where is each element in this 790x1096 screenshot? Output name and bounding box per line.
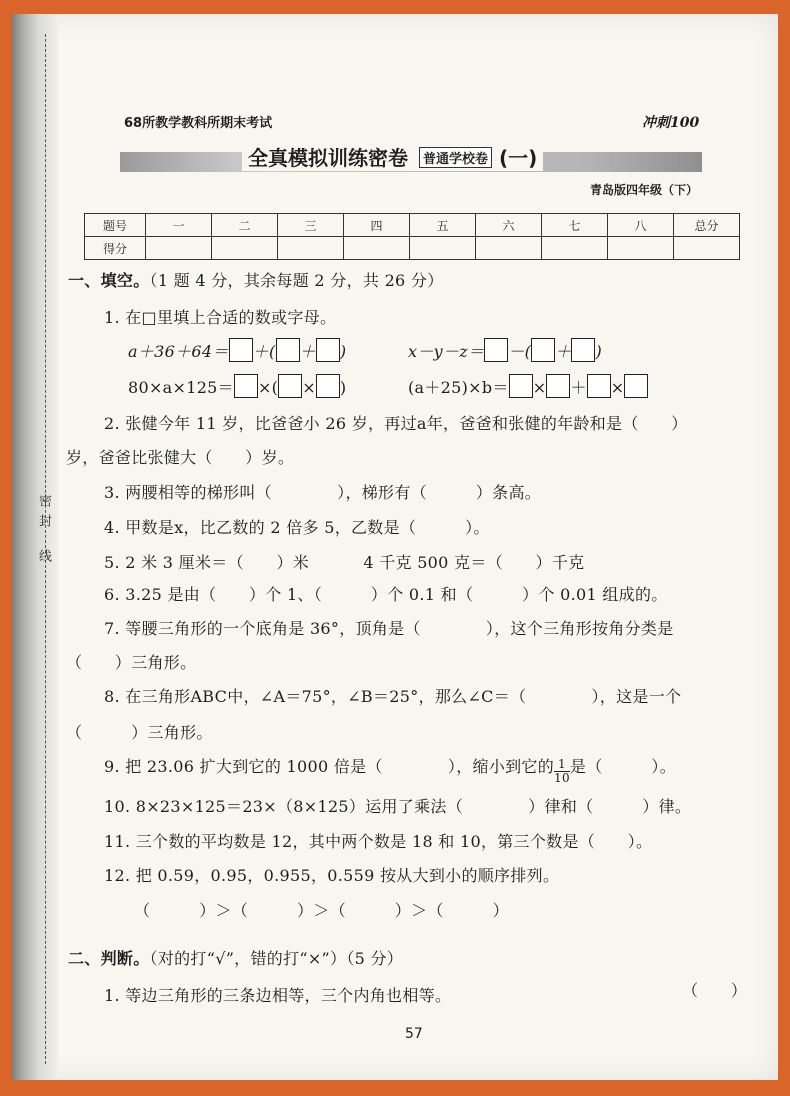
score-table-score-row <box>85 237 740 260</box>
q1-expr-text: (a＋25)×b＝ <box>408 378 509 397</box>
answer-box[interactable] <box>276 338 300 362</box>
question-9 <box>104 754 676 785</box>
answer-box[interactable] <box>484 338 508 362</box>
exam-page <box>12 14 778 1080</box>
q9-text-end: 是（ ）。 <box>569 757 677 776</box>
answer-box[interactable] <box>316 338 340 362</box>
answer-box[interactable] <box>316 374 340 398</box>
question-10: 10. 8×23×125＝23×（8×125）运用了乘法（ ）律和（ ）律。 <box>104 797 692 816</box>
score-cell: 六 <box>476 214 542 237</box>
score-cell: 三 <box>278 214 344 237</box>
score-input[interactable] <box>278 237 344 260</box>
q1-expression-1: a＋36＋64＝ ＋( ＋ ) <box>128 338 346 362</box>
question-12-answer: （ ）＞（ ）＞（ ）＞（ ） <box>134 901 509 920</box>
score-input[interactable] <box>476 237 542 260</box>
question-8-cont: （ ）三角形。 <box>66 723 213 742</box>
score-cell: 一 <box>146 214 212 237</box>
page-title <box>242 142 543 171</box>
answer-box[interactable] <box>587 374 611 398</box>
question-7: 7. 等腰三角形的一个底角是 36°，顶角是（ ），这个三角形按角分类是 <box>104 619 674 638</box>
q9-text: 9. 把 23.06 扩大到它的 1000 倍是（ ），缩小到它的 <box>104 757 555 776</box>
question-2: 2. 张健今年 11 岁，比爸爸小 26 岁，再过a年，爸爸和张健的年龄和是（ ） <box>104 414 688 433</box>
score-cell: 八 <box>608 214 674 237</box>
question-1: 1. 在□里填上合适的数或字母。 <box>104 308 337 327</box>
score-table-header-row <box>85 214 740 237</box>
answer-box[interactable] <box>509 374 533 398</box>
answer-box[interactable] <box>531 338 555 362</box>
q1-expression-2: x－y－z＝ －( ＋ ) <box>408 338 602 362</box>
seal-text-2: 封 <box>36 514 51 533</box>
score-input[interactable] <box>410 237 476 260</box>
fraction-one-tenth <box>554 758 570 785</box>
question-6: 6. 3.25 是由（ ）个 1、（ ）个 0.1 和（ ）个 0.01 组成的。 <box>104 585 668 604</box>
brand-logo: 冲刺100 <box>642 115 700 131</box>
question-4: 4. 甲数是x，比乙数的 2 倍多 5，乙数是（ ）。 <box>104 518 490 537</box>
section1-note: （1 题 4 分，其余每题 2 分，共 26 分） <box>149 271 444 290</box>
edition-label: 青岛版四年级（下） <box>590 183 699 197</box>
title-subtitle: 普通学校卷 <box>419 147 492 168</box>
score-cell: 二 <box>212 214 278 237</box>
seal-text-1: 密 <box>36 494 51 513</box>
q1-expression-4: (a＋25)×b＝ × ＋ × <box>408 374 648 398</box>
question-5: 5. 2 米 3 厘米＝（ ）米 4 千克 500 克＝（ ）千克 <box>104 553 585 572</box>
score-input[interactable] <box>542 237 608 260</box>
page-number: 57 <box>405 1026 423 1042</box>
score-cell: 题号 <box>85 214 146 237</box>
score-input[interactable] <box>212 237 278 260</box>
q1-expr-text: a＋36＋64＝ <box>128 342 229 361</box>
score-cell: 五 <box>410 214 476 237</box>
section2-question-1: 1. 等边三角形的三条边相等，三个内角也相等。 <box>104 986 452 1005</box>
title-text: 全真模拟训练密卷 <box>248 146 408 170</box>
score-table <box>84 213 740 260</box>
answer-box[interactable] <box>571 338 595 362</box>
seal-text-3: 线 <box>36 549 51 568</box>
q1-expr-text: x－y－z＝ <box>408 342 485 361</box>
answer-box[interactable] <box>229 338 253 362</box>
section2-answer-paren[interactable]: （ ） <box>682 981 748 1000</box>
answer-box[interactable] <box>278 374 302 398</box>
score-input[interactable] <box>674 237 740 260</box>
section2-heading: 二、判断。 <box>68 949 150 968</box>
question-3: 3. 两腰相等的梯形叫（ ），梯形有（ ）条高。 <box>104 483 542 502</box>
series-label: 68所教学教科所期末考试 <box>124 116 273 131</box>
score-input[interactable] <box>608 237 674 260</box>
fraction-denominator: 10 <box>554 771 570 785</box>
question-11: 11. 三个数的平均数是 12，其中两个数是 18 和 10，第三个数是（ ）。 <box>104 832 653 851</box>
question-12: 12. 把 0.59，0.95，0.955，0.559 按从大到小的顺序排列。 <box>104 866 560 885</box>
score-label: 得分 <box>85 237 146 260</box>
answer-box[interactable] <box>624 374 648 398</box>
binding-spine <box>12 14 58 1080</box>
section1-heading: 一、填空。 <box>68 271 150 290</box>
section1-heading-line <box>68 268 444 291</box>
question-7-cont: （ ）三角形。 <box>66 653 197 672</box>
answer-box[interactable] <box>546 374 570 398</box>
q1-expr-text: 80×a×125＝ <box>128 378 234 397</box>
question-8: 8. 在三角形ABC中，∠A＝75°，∠B＝25°，那么∠C＝（ ），这是一个 <box>104 687 682 706</box>
score-cell: 总分 <box>674 214 740 237</box>
section2-note: （对的打“√”，错的打“×”）（5 分） <box>149 949 404 968</box>
score-cell: 七 <box>542 214 608 237</box>
score-cell: 四 <box>344 214 410 237</box>
score-input[interactable] <box>344 237 410 260</box>
q1-expression-3: 80×a×125＝ ×( × ) <box>128 374 346 398</box>
title-volume: (一) <box>498 146 538 170</box>
score-input[interactable] <box>146 237 212 260</box>
question-2-cont: 岁，爸爸比张健大（ ）岁。 <box>66 448 295 467</box>
fraction-numerator: 1 <box>554 758 570 772</box>
answer-box[interactable] <box>234 374 258 398</box>
section2-heading-line <box>68 946 403 969</box>
